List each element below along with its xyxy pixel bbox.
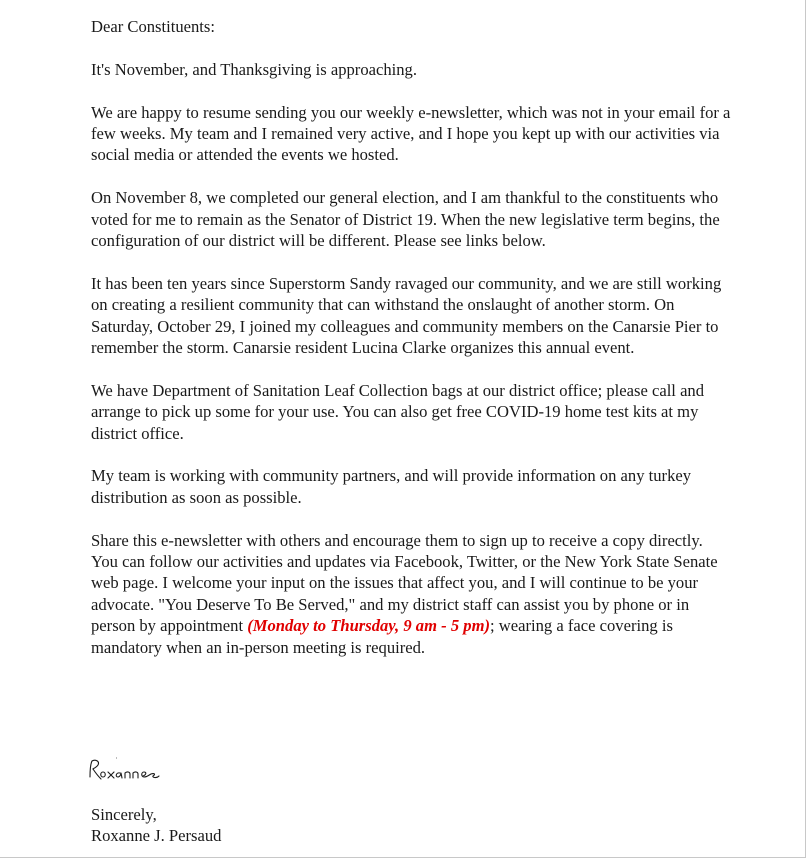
closing-block [91,804,491,847]
face-covering-text: ; wearing a face covering is mandatory when an in-person meeting is required. [91,616,673,657]
office-hours: (Monday to Thursday, 9 am - 5 pm) [247,616,490,636]
paragraph-superstorm-sandy: It has been ten years since Superstorm Sandy ravaged our community, and we are still working on creating a resilient community that can withstand the onslaught of another storm. On Saturday, October 29, I joined my colleagues and community members on the Canarsie Pier to remember the storm. Canarsie resident Lucina Clarke organizes this annual event. [91,273,722,358]
paragraph-newsletter-resume: We are happy to resume sending you our weekly e-newsletter, which was not in your email for a few weeks. My team and I remained very active, and I hope you kept up with our activities via social media or attended the events we hosted. [91,102,731,165]
paragraph-election: On November 8, we completed our general election, and I am thankful to the constituents who voted for me to remain as the Senator of District 19. When the new legislative term begins, the configuration of our district will be different. Please see links below. [91,188,720,251]
closing-phrase: Sincerely, [91,805,157,824]
share-text: Share this e-newsletter with others and encourage them to sign up to receive a copy directly. You can follow our activities and updates via Facebook, Twitter, or the New York State Senate web page. I welcome your input on the issues that affect you, and I will continue to be your advocate. "You Deserve To Be Served," and my district staff can assist you by phone or in person by appointment [91,530,718,636]
handwritten-signature [86,755,176,785]
paragraph-turkey-distribution: My team is working with community partners, and will provide information on any turkey distribution as soon as possible. [91,466,692,507]
salutation: Dear Constituents: [91,17,215,36]
paragraph-thanksgiving: It's November, and Thanksgiving is approaching. [91,59,417,79]
signer-name: Roxanne J. Persaud [91,826,222,846]
paragraph-leaf-bags: We have Department of Sanitation Leaf Collection bags at our district office; please call and arrange to pick up some for your use. You can also get free COVID-19 home test kits at my district office. [91,380,705,443]
letter-body [91,16,731,658]
paragraph-share-newsletter [91,530,731,658]
